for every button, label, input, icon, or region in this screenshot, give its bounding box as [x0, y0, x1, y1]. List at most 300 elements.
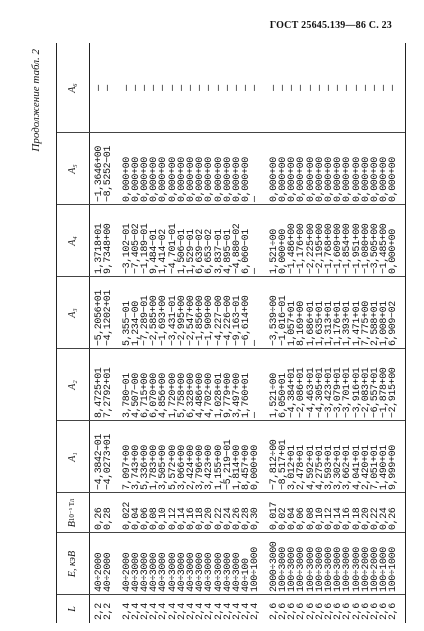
table-cell-B: 0,16 [342, 507, 354, 530]
table-cell-A1: 7,051+01 [370, 445, 381, 490]
rotated-table-area [22, 43, 422, 623]
table-cell-A2: −6,557+01 [370, 367, 381, 418]
table-cell-A2: 8,4725+01 [94, 367, 105, 418]
table-cell-A3: −1,016−01 [278, 295, 289, 346]
column-header-E [57, 533, 89, 595]
table-cell-A2: −2,086+01 [296, 367, 308, 418]
table-cell-A4: 1,506−01 [176, 229, 188, 274]
table-cell-A5: 0,000+00 [314, 157, 326, 202]
table-cell-A4: −3,102−01 [121, 223, 133, 274]
table-cell-A6: — [130, 85, 142, 91]
table-cell-A2: 9,779+00 [222, 373, 234, 418]
column-header-label: E, кэВ [66, 550, 78, 578]
header-separator [89, 43, 90, 623]
table-cell-L: 2,4 [186, 603, 197, 620]
table-cell-A2: 4,486+00 [195, 373, 207, 418]
table-cell-A5: 0,000+00 [351, 157, 363, 202]
table-cell-B: 0,22 [370, 507, 381, 530]
column-header-L [57, 595, 89, 623]
table-cell-A5: 0,000+00 [195, 157, 207, 202]
table-cell-A2: −1,878+00 [379, 367, 391, 418]
table-cell-A4: −4,701−01 [167, 223, 179, 274]
table-cell-A5: 0,000+00 [296, 157, 308, 202]
table-cell-B: 0,30 [250, 507, 262, 530]
table-cell-A4: 1,3718+01 [94, 223, 105, 274]
table-cell-B: 0,14 [176, 507, 188, 530]
table-cell-A6: — [250, 85, 262, 91]
table-cell-A6: — [314, 85, 326, 91]
table-cell-B: 0,06 [140, 507, 151, 530]
table-cell-A4: −1,609+00 [333, 223, 345, 274]
table-cell-A2: 7,2792+01 [103, 367, 115, 418]
table-cell-A1: 9,999+00 [388, 445, 400, 490]
table-cell-L: 2,2 [94, 603, 105, 620]
table-cell-L: 2,4 [241, 603, 253, 620]
table-cell-A4: −1,768+00 [324, 223, 335, 274]
table-cell-A4: −1,486+00 [287, 223, 299, 274]
table-cell-E: 100÷3000 [305, 547, 317, 592]
table-cell-A4: 9,484−01 [149, 229, 161, 274]
table-cell-A2: −3,423+01 [324, 367, 335, 418]
column-header-label: A₆ [66, 83, 78, 93]
table-cell-A5: 0,000+00 [204, 157, 216, 202]
table-cell-A4: −3,505+00 [370, 223, 381, 274]
column-header-A1 [57, 421, 89, 493]
column-header-B [57, 493, 89, 533]
table-cell-A3: 7,775+00 [360, 301, 372, 346]
table-cell-A6: — [360, 85, 372, 91]
table-cell-A3: −4,227−00 [213, 295, 225, 346]
table-cell-A2: 3,780−01 [121, 373, 133, 418]
table-cell-A6: — [149, 85, 161, 91]
table-cell-L: 2,4 [140, 603, 151, 620]
table-cell-A2: 6,070+00 [149, 373, 161, 418]
table-cell-A4: −1,854+00 [342, 223, 354, 274]
table-cell-A4: −2,225+00 [305, 223, 317, 274]
table-cell-B: 0,04 [130, 507, 142, 530]
table-cell-E: 100÷2000 [360, 547, 372, 592]
table-cell-A4: 6,060−01 [241, 229, 253, 274]
table-cell-A3: 1,176+01 [333, 301, 345, 346]
table-cell-A2: 1,521÷00 [268, 373, 280, 418]
table-cell-A3: 1,686+01 [305, 301, 317, 346]
table-cell-A6: — [342, 85, 354, 91]
table-cell-E: 40÷2000 [103, 552, 115, 592]
table-cell-A4: −4,880−02 [232, 223, 243, 274]
table-cell-A5: 0,000+00 [176, 157, 188, 202]
table-cell-A3: −1,693+00 [158, 295, 170, 346]
table-cell-A1: 5,572+00 [167, 445, 179, 490]
table-cell-B: 0,26 [388, 507, 400, 530]
table-cell-A2: 1,720+00 [167, 373, 179, 418]
table-cell-A4: 3,837−01 [213, 229, 225, 274]
table-cell-A3: −5,2056+01 [94, 289, 105, 346]
table-cell-L: 2,4 [222, 603, 234, 620]
table-cell-E: 40÷3000 [176, 552, 188, 592]
table-cell-A3: −1,856+00 [195, 295, 207, 346]
table-cell-E: 100÷1000 [379, 547, 391, 592]
table-cell-A3: 5,355−01 [121, 301, 133, 346]
table-cell-A3: −4,1202+01 [103, 289, 115, 346]
table-cell-L: 2,4 [204, 603, 216, 620]
table-cell-A3: −3,539÷00 [268, 295, 280, 346]
table-cell-A2: −4,384+01 [287, 367, 299, 418]
table-cell-A5: 0,000+00 [222, 157, 234, 202]
table-cell-B: 0,10 [158, 507, 170, 530]
table-cell-L: 2,4 [121, 603, 133, 620]
table-cell-L: 2,6 [296, 603, 308, 620]
table-cell-A3: −9,163−01 [232, 295, 243, 346]
table-cell-A2: −2,083+01 [360, 367, 372, 418]
table-cell-A6: — [287, 85, 299, 91]
table-cell-L: 2,4 [167, 603, 179, 620]
table-cell-A1: 2,420+01 [360, 445, 372, 490]
table-cell-E: 40÷2000 [94, 552, 105, 592]
table-cell-A2: −3,701+01 [342, 367, 354, 418]
table-cell-E: 100÷3000 [333, 547, 345, 592]
column-header-A4 [57, 205, 89, 277]
table-cell-L: 2,6 [324, 603, 335, 620]
table-cell-B: 0,017 [268, 501, 280, 530]
table-cell-E: 40÷3000 [204, 552, 216, 592]
table-cell-A6: — [222, 85, 234, 91]
table-cell-B: 0,02 [278, 507, 289, 530]
table-cell-B: 0,20 [360, 507, 372, 530]
table-cell-A4: 1,521÷00 [268, 229, 280, 274]
table-cell-A5: 0,000+00 [186, 157, 197, 202]
table-cell-A1: −5,219−01 [222, 439, 234, 490]
table-cell-E: 40÷3000 [140, 552, 151, 592]
table-cell-A1: 3,662+01 [342, 445, 354, 490]
table-cell-A4: 6,639−02 [195, 229, 207, 274]
table-cell-A2: 6,715+00 [140, 373, 151, 418]
table-cell-A6: — [195, 85, 207, 91]
table-cell-B: 0,24 [379, 507, 391, 530]
table-cell-B: 0,24 [222, 507, 234, 530]
table-cell-B: 0,18 [351, 507, 363, 530]
table-cell-A1: −7,812÷00 [268, 439, 280, 490]
table-cell-A5: 0,000+00 [379, 157, 391, 202]
table-cell-L: 2,4 [250, 603, 262, 620]
table-cell-L: 2,4 [195, 603, 207, 620]
table-cell-E: 2000÷3000 [268, 541, 280, 592]
table-cell-A4: 1,529−01 [186, 229, 197, 274]
table-cell-A5: 0,000+00 [121, 157, 133, 202]
table-cell-B: 0,26 [232, 507, 243, 530]
table-cell-A2: 1,028+01 [213, 373, 225, 418]
table-cell-A5: 0,000+00 [278, 157, 289, 202]
table-cell-A6: — [158, 85, 170, 91]
table-cell-A6: — [278, 85, 289, 91]
table-cell-A2: −3,916+01 [351, 367, 363, 418]
table-cell-A2: 4,507−00 [130, 373, 142, 418]
table-cell-A1: 1,490+01 [379, 445, 391, 490]
table-cell-A3: −3,431−01 [167, 295, 179, 346]
table-cell-A5: −8,5252−01 [103, 145, 115, 202]
table-cell-E: 100÷3000 [314, 547, 326, 592]
table-cell-A6: — [388, 85, 400, 91]
table-cell-A2: −2,915+00 [388, 367, 400, 418]
table-cell-A1: 3,796+00 [195, 445, 207, 490]
table-cell-L: 2,4 [176, 603, 188, 620]
column-header-A5 [57, 133, 89, 205]
table-cell-A2: −3,079+01 [333, 367, 345, 418]
table-cell-A4: −1,189−01 [140, 223, 151, 274]
table-cell-L: 2,6 [305, 603, 317, 620]
table-cell-B: 0,18 [195, 507, 207, 530]
table-cell-B: 0,20 [204, 507, 216, 530]
table-cell-A2: −4,463+01 [305, 367, 317, 418]
table-cell-E: 100÷3000 [351, 547, 363, 592]
table-cell-B: 0,12 [324, 507, 335, 530]
column-header-A6 [57, 43, 89, 133]
table-cell-A2: — [250, 412, 262, 418]
table-cell-A4: 9,7348+00 [103, 223, 115, 274]
table-cell-A5: 0,000+00 [370, 157, 381, 202]
table-cell-L: 2,6 [342, 603, 354, 620]
table-cell-A6: — [167, 85, 179, 91]
table-cell-L: 2,6 [351, 603, 363, 620]
table-cell-A5: 0,000+00 [241, 157, 253, 202]
table-cell-A4: 4,895−01 [222, 229, 234, 274]
table-cell-B: 0,04 [287, 507, 299, 530]
table-cell-L: 2,4 [158, 603, 170, 620]
table-cell-A5: 0,000+00 [287, 157, 299, 202]
table-cell-A3: −2,585+00 [149, 295, 161, 346]
table-cell-A1: 4,041+01 [351, 445, 363, 490]
table-cell-E: 40÷100 [241, 558, 253, 592]
table-cell-L: 2,6 [370, 603, 381, 620]
table-cell-E: 40÷3000 [195, 552, 207, 592]
table-cell-A1: 4,592+01 [305, 445, 317, 490]
table-cell-E: 100÷3000 [296, 547, 308, 592]
table-cell-B: 0,16 [186, 507, 197, 530]
table-cell-B: 0,28 [241, 507, 253, 530]
table-cell-B: 0,10 [314, 507, 326, 530]
table-cell-E: 40÷3000 [130, 552, 142, 592]
table-cell-B: 0,08 [305, 507, 317, 530]
table-cell-A1: 1,814+00 [232, 445, 243, 490]
table-cell-A1: 7,097+00 [121, 445, 133, 490]
table-cell-A3: −1,909+00 [204, 295, 216, 346]
table-cell-A4: −1,951+00 [351, 223, 363, 274]
table-cell-E: 40÷3000 [186, 552, 197, 592]
table-cell-A5: 0,000+00 [324, 157, 335, 202]
table-cell-A5: 0,000+00 [388, 157, 400, 202]
table-cell-E: 100÷3000 [278, 547, 289, 592]
table-cell-A3: 1,008+01 [379, 301, 391, 346]
table-cell-A3: 1,635+01 [314, 301, 326, 346]
table-cell-A3: −2,547+00 [186, 295, 197, 346]
table-cell-A3: −7,289−01 [140, 295, 151, 346]
column-header-label: A₃ [66, 308, 78, 318]
table-cell-A5: 0,000+00 [167, 157, 179, 202]
table-cell-A1: 2,478+01 [296, 445, 308, 490]
table-cell-A5: 0,000+00 [333, 157, 345, 202]
table-cell-E: 40÷3000 [213, 552, 225, 592]
table-cell-E: 100÷3000 [342, 547, 354, 592]
table-cell-A1: 3,505+00 [158, 445, 170, 490]
column-header-label: A₄ [66, 236, 78, 246]
table-cell-A5: 0,000+00 [130, 157, 142, 202]
table-cell-A1: 8,457+00 [241, 445, 253, 490]
table-cell-A1: −4,0273+01 [103, 433, 115, 490]
table-cell-A6: — [351, 85, 363, 91]
table-cell-A6: — [213, 85, 225, 91]
table-cell-A5: 0,000+00 [232, 157, 243, 202]
table-cell-A5: 0,000+00 [268, 157, 280, 202]
table-cell-A3: −6,614+00 [241, 295, 253, 346]
table-cell-L: 2,4 [130, 603, 142, 620]
table-cell-E: 40÷3000 [222, 552, 234, 592]
table-cell-A4: 0,000+00 [278, 229, 289, 274]
table-cell-L: 2,6 [379, 603, 391, 620]
table-cell-E: 40÷3000 [149, 552, 161, 592]
table-cell-A6: — [204, 85, 216, 91]
table-cell-E: 100÷3000 [324, 547, 335, 592]
table-cell-A3: 6,909−02 [388, 301, 400, 346]
table-cell-A3: 1,471+01 [351, 301, 363, 346]
table-cell-A5: — [250, 196, 262, 202]
table-cell-E: 100÷1000 [250, 547, 262, 592]
table-cell-A4: −2,195+00 [314, 223, 326, 274]
table-cell-A3: −4,226−00 [222, 295, 234, 346]
table-cell-A6: — [232, 85, 243, 91]
table-cell-E: 40÷3000 [167, 552, 179, 592]
column-header-label: B [66, 521, 78, 528]
table-cell-L: 2,2 [103, 603, 115, 620]
column-header-unit: 10⁻⁵ Тл [68, 498, 77, 522]
data-table [56, 43, 406, 623]
column-header-A2 [57, 349, 89, 421]
table-cell-A3: −2,995+00 [176, 295, 188, 346]
table-cell-A2: 6,328+00 [186, 373, 197, 418]
table-cell-A3: 1,234−00 [130, 301, 142, 346]
table-cell-A4: −1,176+00 [296, 223, 308, 274]
page-header: ГОСТ 25645.139—86 С. 23 [269, 20, 392, 31]
table-cell-E: 100÷3000 [287, 547, 299, 592]
table-cell-A6: — [324, 85, 335, 91]
table-cell-A2: 5,758+00 [176, 373, 188, 418]
table-cell-B: 0,08 [149, 507, 161, 530]
table-cell-B: 0,06 [296, 507, 308, 530]
table-cell-A4: −1,485+00 [379, 223, 391, 274]
table-cell-A3: 2,588+01 [370, 301, 381, 346]
table-cell-A1: 3,743+00 [130, 445, 142, 490]
table-cell-A6: — [103, 85, 115, 91]
table-continuation-caption: Продолжение табл. 2 [30, 49, 42, 152]
table-cell-A4: 1,414−02 [158, 229, 170, 274]
table-cell-B: 0,28 [103, 507, 115, 530]
table-cell-A6: — [140, 85, 151, 91]
table-cell-B: 0,14 [333, 507, 345, 530]
table-cell-L: 2,6 [333, 603, 345, 620]
table-cell-A1: 4,275+01 [314, 445, 326, 490]
table-cell-B: 0,26 [94, 507, 105, 530]
table-cell-A1: 2,424+00 [186, 445, 197, 490]
table-cell-A4: — [250, 268, 262, 274]
table-cell-A1: 3,593+01 [324, 445, 335, 490]
table-cell-L: 2,6 [278, 603, 289, 620]
table-cell-A5: 0,000+00 [140, 157, 151, 202]
table-cell-L: 2,6 [287, 603, 299, 620]
table-cell-A2: −4,305+01 [314, 367, 326, 418]
table-cell-A6: — [305, 85, 317, 91]
table-cell-A3: 8,169+00 [296, 301, 308, 346]
table-cell-A6: — [121, 85, 133, 91]
table-cell-A1: 3,066+00 [176, 445, 188, 490]
table-cell-A5: 0,000+00 [158, 157, 170, 202]
table-cell-A3: 1,057+01 [287, 301, 299, 346]
table-cell-A1: 3,012+01 [287, 445, 299, 490]
table-cell-A1: 3,302+01 [333, 445, 345, 490]
table-cell-A2: 4,856+00 [158, 373, 170, 418]
column-header-A3 [57, 277, 89, 349]
table-cell-A6: — [186, 85, 197, 91]
table-cell-A1: 1,783+00 [149, 445, 161, 490]
table-cell-A5: −1,3646+00 [94, 145, 105, 202]
column-header-label: A₁ [66, 452, 78, 462]
table-cell-A5: 0,000+00 [305, 157, 317, 202]
table-cell-A4: 6,653−02 [204, 229, 216, 274]
table-cell-A2: 1,760+01 [241, 373, 253, 418]
table-cell-A6: — [176, 85, 188, 91]
table-cell-A5: 0,000+00 [149, 157, 161, 202]
table-cell-L: 2,4 [213, 603, 225, 620]
column-header-label: L [66, 606, 78, 612]
table-cell-A1: −8,517+01 [278, 439, 289, 490]
table-cell-A1: 0,000+00 [250, 445, 262, 490]
table-cell-B: 0,22 [213, 507, 225, 530]
table-cell-L: 2,6 [360, 603, 372, 620]
table-cell-L: 2,4 [232, 603, 243, 620]
table-cell-A6: — [370, 85, 381, 91]
table-cell-A4: 0,000+00 [388, 229, 400, 274]
table-cell-B: 0,022 [121, 501, 133, 530]
table-cell-A4: −7,405−02 [130, 223, 142, 274]
table-cell-A1: −4,3842−01 [94, 433, 105, 490]
table-cell-A6: — [268, 85, 280, 91]
table-cell-A1: 1,155+00 [213, 445, 225, 490]
table-cell-L: 2,6 [268, 603, 280, 620]
table-cell-A3: — [250, 340, 262, 346]
table-cell-A1: 5,336+00 [140, 445, 151, 490]
table-cell-E: 100÷1000 [388, 547, 400, 592]
table-cell-E: 40÷2000 [121, 552, 133, 592]
table-cell-A2: 3,497+00 [232, 373, 243, 418]
table-cell-A6: — [379, 85, 391, 91]
table-cell-A3: 1,313+01 [324, 301, 335, 346]
table-cell-L: 2,6 [314, 603, 326, 620]
column-header-label: A₂ [66, 380, 78, 390]
table-cell-E: 100÷2000 [370, 547, 381, 592]
table-cell-A5: 0,000+00 [213, 157, 225, 202]
table-cell-A5: 0,000+00 [360, 157, 372, 202]
table-cell-L: 2,6 [388, 603, 400, 620]
table-cell-B: 0,12 [167, 507, 179, 530]
column-header-label: A₅ [66, 164, 78, 174]
table-cell-A3: 1,393+01 [342, 301, 354, 346]
table-cell-A6: — [296, 85, 308, 91]
table-cell-A2: 4,702+00 [204, 373, 216, 418]
table-cell-A4: −1,080+00 [360, 223, 372, 274]
table-row [387, 43, 400, 623]
table-cell-A1: 3,423+00 [204, 445, 216, 490]
table-cell-E: 40÷3000 [232, 552, 243, 592]
table-cell-A6: — [241, 85, 253, 91]
table-cell-E: 40÷3000 [158, 552, 170, 592]
table-cell-L: 2,4 [149, 603, 161, 620]
